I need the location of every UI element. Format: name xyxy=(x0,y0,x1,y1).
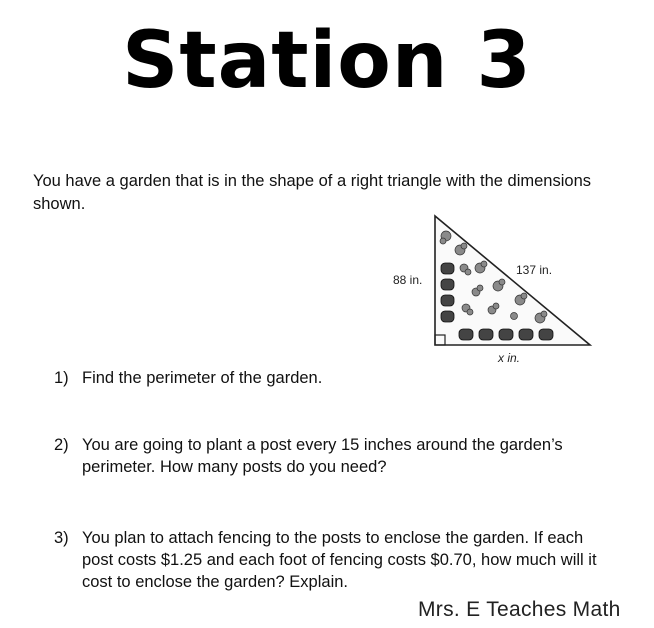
question-text: You are going to plant a post every 15 inches around the garden’s xyxy=(82,436,563,454)
question-number: 1) xyxy=(54,369,69,387)
garden-triangle-diagram xyxy=(380,208,610,368)
hypotenuse-label xyxy=(516,263,552,277)
question-text: You plan to attach fencing to the posts to enclose the garden. If each xyxy=(82,529,584,547)
question-number: 3) xyxy=(54,529,69,547)
triangle-outline xyxy=(435,216,590,345)
question-text: perimeter. How many posts do you need? xyxy=(82,458,387,476)
station-title: Station 3 xyxy=(122,16,532,106)
question-text: Find the perimeter of the garden. xyxy=(82,369,323,387)
question-number: 2) xyxy=(54,436,69,454)
svg-text:x in.: x in. xyxy=(498,351,521,365)
question-text: cost to enclose the garden? Explain. xyxy=(82,573,349,591)
svg-text:137 in.: 137 in. xyxy=(516,263,553,277)
problem-intro: You have a garden that is in the shape of a right triangle with the dimensions shown. xyxy=(33,172,592,213)
leg-label xyxy=(393,273,422,287)
author-credit: Mrs. E Teaches Math xyxy=(418,598,621,621)
svg-text:88 in.: 88 in. xyxy=(393,273,423,287)
question-text: post costs $1.25 and each foot of fencing costs $0.70, how much will it xyxy=(82,551,597,569)
base-label xyxy=(497,351,520,365)
